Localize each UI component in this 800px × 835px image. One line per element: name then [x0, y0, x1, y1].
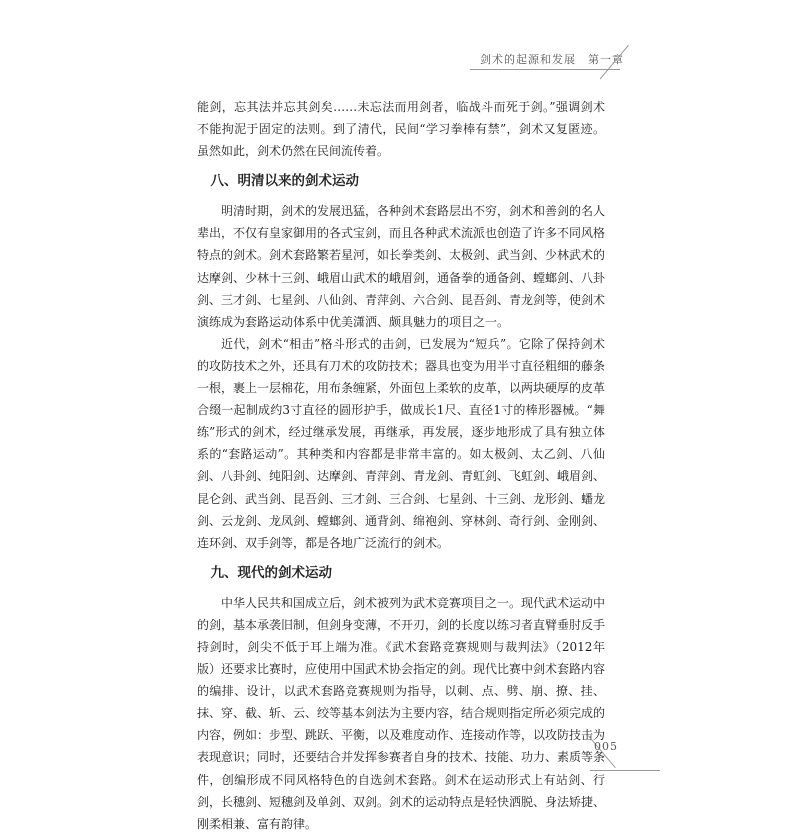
paragraph: 明清时期，剑术的发展迅猛，各种剑术套路层出不穷，剑术和善剑的名人辈出，不仅有皇家御用的各式宝剑，而且各种武术流派也创造了许多不同风格特点的剑术。剑术套路繁若星河，如长拳类剑、太极剑、武当剑、少林武术的达摩剑、少林十三剑、峨眉山武术的峨眉剑，通备拳的通备剑、螳螂剑、八卦剑、三才剑、七星剑、八仙剑、青萍剑、六合剑、昆吾剑、青龙剑等，使剑术演练成为套路运动体系中优美潇洒、颇具魅力的项目之一。: [197, 204, 606, 329]
section-heading-8: 八、明清以来的剑术运动: [210, 173, 359, 190]
paragraph: 能剑，忘其法并忘其剑矣……未忘法而用剑者，临战斗而死于剑。”强调剑术不能拘泥于固定的法则。到了清代，民间“学习拳棒有禁”，剑术又复匿迹。虽然如此，剑术仍然在民间流传着。: [197, 100, 605, 159]
running-title: 剑术的起源和发展 第一章: [480, 53, 624, 66]
footer-rule: [590, 770, 660, 771]
paragraph: 近代，剑术“相击”格斗形式的击剑，已发展为“短兵”。它除了保持剑术的攻防技术之外，还具有刀术的攻防技术；器具也变为用半寸直径粗细的藤条一根，裹上一层棉花，用布条缠紧，外面包上柔软的皮革，以两块硬厚的皮革合缀一起制成约3寸直径的圆形护手，做成长1尺、直径1寸的棒形器械。“舞练”形式的剑术，经过继承发展，再继承，再发展，逐步地形成了具有独立体系的“套路运动”。其种类和内容都是非常丰富的。如太极剑、太乙剑、八仙剑、八卦剑、纯阳剑、达摩剑、青萍剑、青龙剑、青虹剑、飞虹剑、峨眉剑、昆仑剑、武当剑、昆吾剑、三才剑、三合剑、七星剑、十三剑、龙形剑、蟠龙剑、云龙剑、龙凤剑、螳螂剑、通背剑、绵袍剑、穿林剑、奇行剑、金刚剑、连环剑、双手剑等，都是各地广泛流行的剑术。: [197, 336, 606, 550]
running-header: [470, 47, 640, 87]
header-rule: [470, 69, 620, 70]
page-number: 005: [594, 740, 618, 753]
body-text: [197, 96, 605, 835]
page-footer: [560, 734, 660, 794]
paragraph: 中华人民共和国成立后，剑术被列为武术竞赛项目之一。现代武术运动中的剑，基本承袭旧制，但剑身变薄，不开刃，剑的长度以练习者直臂垂肘反手持剑时，剑尖不低于耳上端为准。《武术套路竞赛规则与裁判法》（2012年版）还要求比赛时，应使用中国武术协会指定的剑。现代比赛中剑术套路内容的编排、设计，以武术套路竞赛规则为指导，以刺、点、劈、崩、撩、挂、抹、穿、截、斩、云、绞等基本剑法为主要内容，结合规则指定所必须完成的内容，例如：步型、跳跃、平衡，以及难度动作、连接动作等，以攻防技击为表现意识；同时，还要结合并发挥参赛者自身的技术、技能、功力、素质等条件，创编形成不同风格特色的自选剑术套路。剑术在运动形式上有站剑、行剑，长穗剑、短穗剑及单剑、双剑。剑术的运动特点是轻快洒脱、身法矫捷、刚柔相兼、富有韵律。: [197, 595, 606, 831]
section-heading-9: 九、现代的剑术运动: [210, 564, 332, 581]
